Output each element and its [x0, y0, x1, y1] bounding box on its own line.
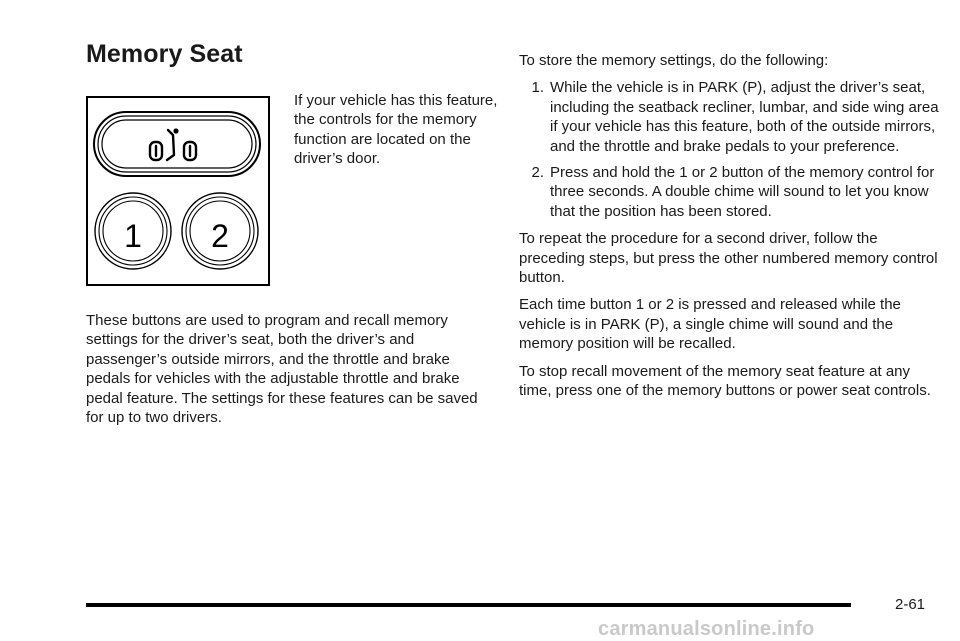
repeat-paragraph: To repeat the procedure for a second driver, follow the preceding steps, but press the other numbered memory control button. — [519, 230, 938, 287]
intro-paragraph: If your vehicle has this feature, the controls for the memory function are located on the driver’s door. — [294, 92, 498, 168]
step-text: Press and hold the 1 or 2 button of the memory control for three seconds. A double chime will sound to let you know that the position has been stored. — [550, 164, 935, 220]
recall-paragraph: Each time button 1 or 2 is pressed and released while the vehicle is in PARK (P), a single chime will sound and the memory position will be recalled. — [519, 296, 901, 353]
memory-seat-icon — [150, 128, 196, 160]
step-item — [519, 163, 939, 221]
memory-buttons-drawing — [88, 98, 268, 284]
memory-button-1-label: 1 — [124, 218, 142, 254]
step-item — [519, 78, 939, 156]
steps-list — [519, 78, 939, 221]
memory-set-button — [94, 112, 260, 176]
instructions-column — [519, 51, 939, 409]
step-text: While the vehicle is in PARK (P), adjust the driver’s seat, including the seatback recliner, lumbar, and side wing area if your vehicle has this feature, both of the outside mirrors, and the throttle and brake pedals to your preference. — [550, 79, 939, 155]
page-title: Memory Seat — [86, 40, 243, 68]
page-number: 2-61 — [895, 596, 926, 613]
footer-rule — [86, 603, 851, 607]
step-number: 2. — [531, 164, 544, 182]
memory-control-illustration — [86, 96, 270, 286]
steps-lead: To store the memory settings, do the following: — [519, 52, 829, 69]
watermark: carmanualsonline.info — [598, 618, 815, 640]
buttons-description-paragraph: These buttons are used to program and recall memory settings for the driver’s seat, both the driver’s and passenger’s outside mirrors, and the throttle and brake pedals for vehicles with the adjustable throttle and brake pedal feature. The settings for these features can be saved for up to two drivers. — [86, 312, 478, 427]
memory-button-2-label: 2 — [211, 218, 229, 254]
stop-recall-paragraph: To stop recall movement of the memory seat feature at any time, press one of the memory buttons or power seat controls. — [519, 362, 931, 400]
step-number: 1. — [531, 79, 544, 97]
